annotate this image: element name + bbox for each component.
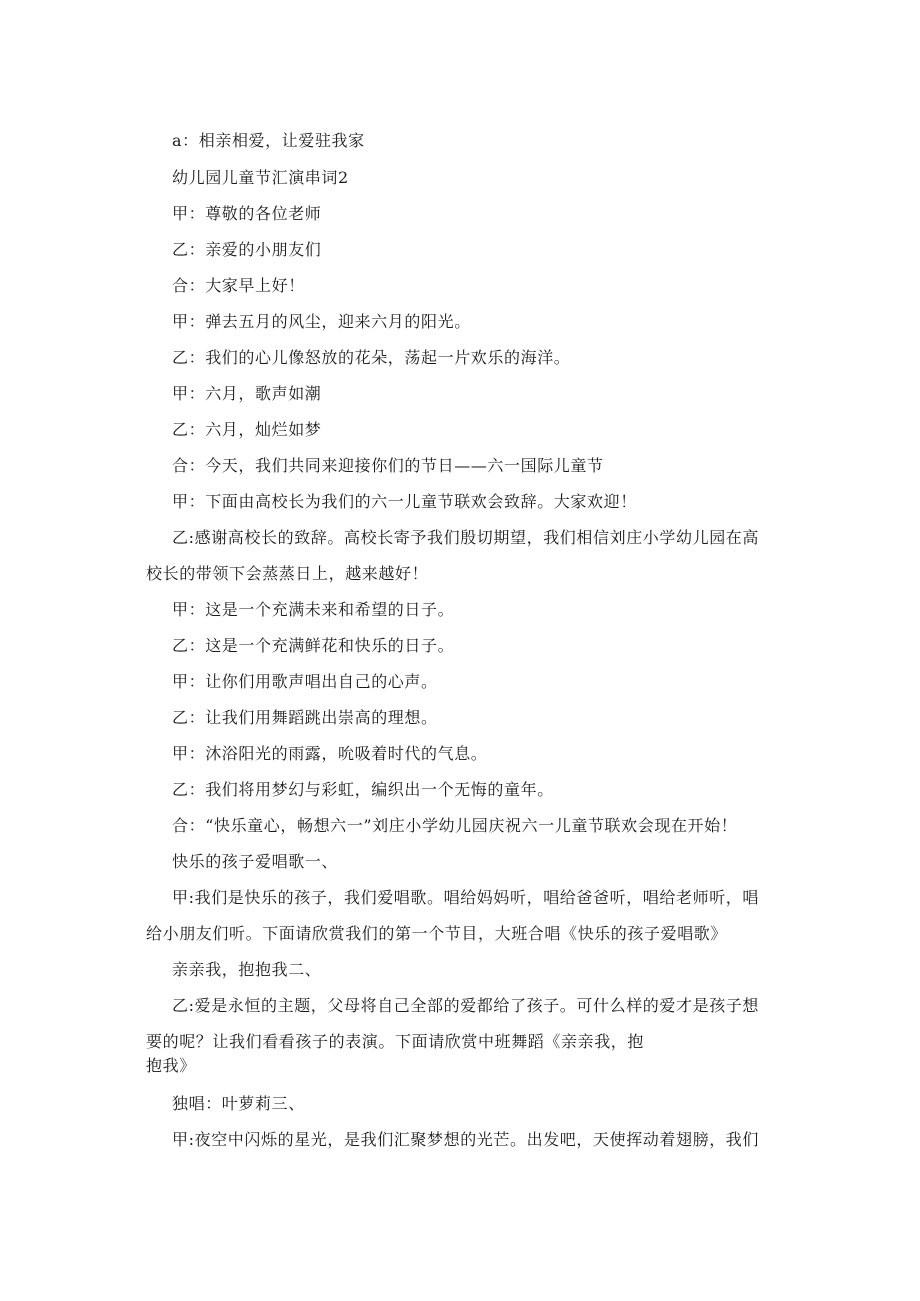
text-line: 甲：让你们用歌声唱出自己的心声。	[172, 672, 438, 691]
text-line: 合：“快乐童心，畅想六一”刘庄小学幼儿园庆祝六一儿童节联欢会现在开始！	[172, 816, 738, 835]
text-line: 甲：弹去五月的风尘，迎来六月的阳光。	[172, 312, 471, 331]
text-line: 乙：我们的心儿像怒放的花朵，荡起一片欢乐的海洋。	[172, 348, 571, 367]
section-heading: 亲亲我，抱抱我二、	[172, 960, 322, 979]
text-line: 乙：我们将用梦幻与彩虹，编织出一个无悔的童年。	[172, 780, 554, 799]
section-heading: 幼儿园儿童节汇演串词2	[172, 168, 349, 187]
text-line: 给小朋友们听。下面请欣赏我们的第一个节目，大班合唱《快乐的孩子爱唱歌》	[146, 924, 728, 943]
text-line: 要的呢？让我们看看孩子的表演。下面请欣赏中班舞蹈《亲亲我，抱	[146, 1032, 645, 1051]
text-line: 甲:夜空中闪烁的星光，是我们汇聚梦想的光芒。出发吧，天使挥动着翅膀，我们	[172, 1130, 759, 1149]
text-line: 甲:我们是快乐的孩子，我们爱唱歌。唱给妈妈听，唱给爸爸听，唱给老师听，唱	[172, 888, 759, 907]
text-line: 甲：六月，歌声如潮	[172, 384, 322, 403]
section-heading: 快乐的孩子爱唱歌一、	[172, 852, 339, 871]
text-line: 校长的带领下会蒸蒸日上，越来越好！	[146, 564, 429, 583]
text-line: 乙：亲爱的小朋友们	[172, 240, 322, 259]
text-line: 甲：下面由高校长为我们的六一儿童节联欢会致辞。大家欢迎！	[172, 492, 637, 511]
text-line: 合：今天，我们共同来迎接你们的节日——六一国际儿童节	[172, 456, 604, 475]
text-line: 乙:感谢高校长的致辞。高校长寄予我们殷切期望，我们相信刘庄小学幼儿园在高	[172, 528, 759, 547]
text-line: 乙：让我们用舞蹈跳出崇高的理想。	[172, 708, 438, 727]
text-line: 乙：这是一个充满鲜花和快乐的日子。	[172, 636, 455, 655]
text-line: 乙：六月，灿烂如梦	[172, 420, 322, 439]
text-line: a：相亲相爱，让爱驻我家	[172, 131, 365, 150]
text-line: 抱我》	[146, 1056, 196, 1075]
text-line: 甲：这是一个充满未来和希望的日子。	[172, 600, 455, 619]
text-line: 乙:爱是永恒的主题，父母将自己全部的爱都给了孩子。可什么样的爱才是孩子想	[172, 996, 759, 1015]
text-line: 合：大家早上好！	[172, 276, 305, 295]
text-line: 甲：尊敬的各位老师	[172, 204, 322, 223]
text-line: 甲：沐浴阳光的雨露，吮吸着时代的气息。	[172, 744, 488, 763]
section-heading: 独唱：叶萝莉三、	[172, 1094, 305, 1113]
